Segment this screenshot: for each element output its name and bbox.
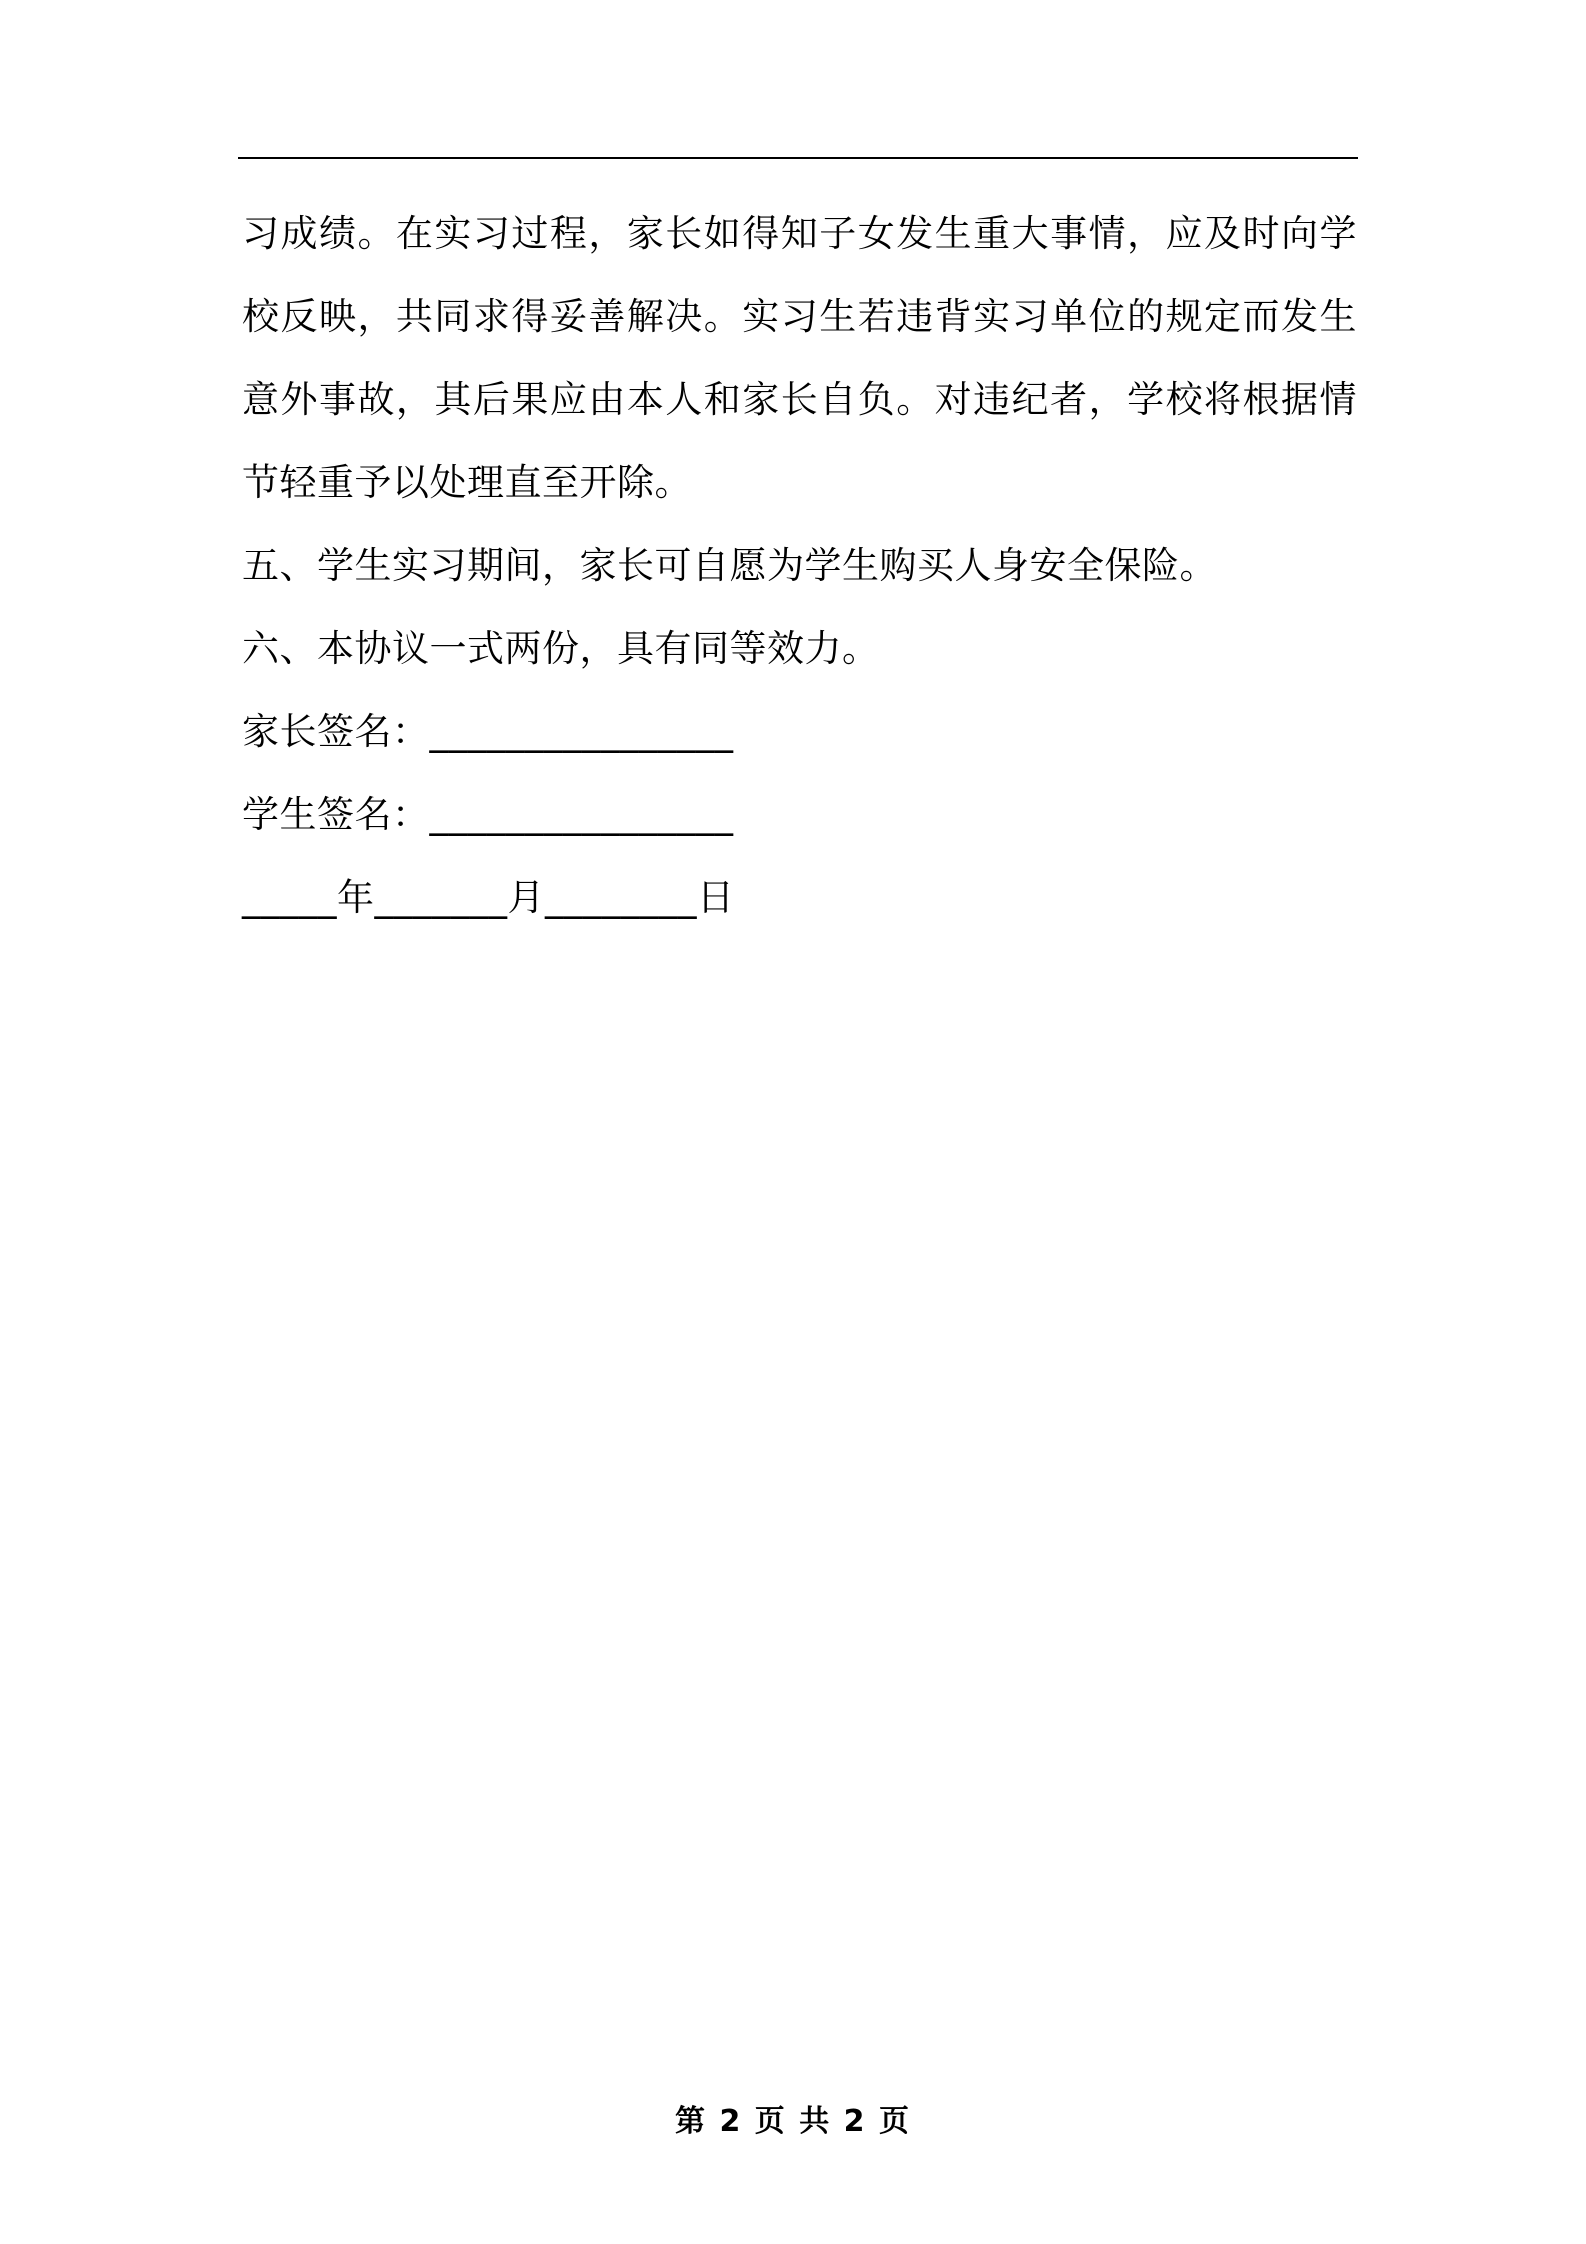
document-body bbox=[242, 192, 1357, 939]
date-line: _____年_______月________日 bbox=[242, 876, 735, 919]
clause-six: 六、本协议一式两份，具有同等效力。 bbox=[242, 627, 880, 670]
header-rule bbox=[238, 157, 1358, 159]
page-number: 第 2 页 共 2 页 bbox=[675, 2104, 911, 2139]
student-signature-line: 学生签名：________________ bbox=[242, 793, 734, 836]
paragraph-wrapper bbox=[242, 192, 1357, 524]
paragraph-continued: 习成绩。在实习过程，家长如得知子女发生重大事情，应及时向学校反映，共同求得妥善解决。实习生若违背实习单位的规定而发生意外事故，其后果应由本人和家长自负。对违纪者，学校将根据情节轻重予以处理直至开除。 bbox=[242, 212, 1357, 504]
clause-five: 五、学生实习期间，家长可自愿为学生购买人身安全保险。 bbox=[242, 544, 1217, 587]
parent-signature-line: 家长签名：________________ bbox=[242, 710, 734, 753]
